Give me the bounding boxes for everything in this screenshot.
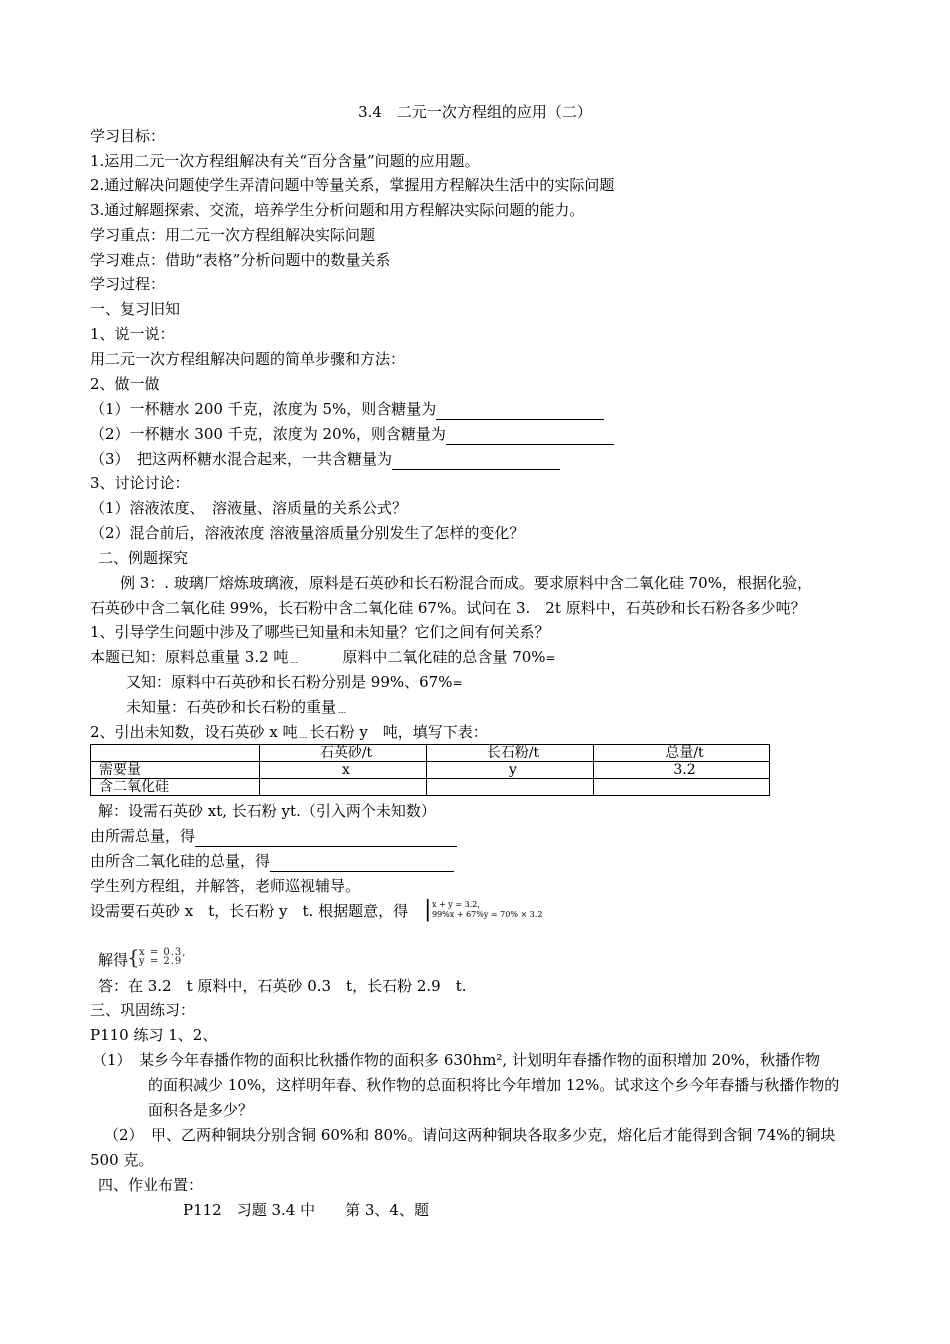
table-header-row <box>91 745 770 762</box>
students-line: 学生列方程组，并解答，老师巡视辅导。 <box>90 877 361 895</box>
by-silica-line <box>90 850 454 872</box>
homework-heading: 四、作业布置： <box>98 1176 204 1194</box>
answer-blank[interactable] <box>195 830 457 847</box>
table-cell: 含二氧化硅 <box>91 779 260 796</box>
unknown-line <box>126 696 348 718</box>
equation-1: x + y = 3.2, <box>432 900 480 909</box>
analysis-table <box>90 744 770 796</box>
practice-q2-line-2: 500 克。 <box>90 1151 154 1169</box>
table-cell: 需要量 <box>91 762 260 779</box>
process-heading: 学习过程： <box>90 275 166 293</box>
example-heading: 二、例题探究 <box>98 549 189 567</box>
solved-label: 解得 <box>98 951 129 969</box>
solution-intro: 解：设需石英砂 xt, 长石粉 yt.（引入两个未知数） <box>98 802 436 820</box>
guide-2-part-2: 长石粉 y 吨，填写下表： <box>309 723 488 741</box>
table-cell: y <box>427 762 594 779</box>
table-row <box>91 779 770 796</box>
objective-1: 1.运用二元一次方程组解决有关“百分含量”问题的应用题。 <box>90 152 480 170</box>
key-point: 学习重点：用二元一次方程组解决实际问题 <box>90 226 376 244</box>
do-heading: 2、做一做 <box>90 375 160 393</box>
practice-q1-line-2: 的面积减少 10%，这样明年春、秋作物的总面积将比今年增加 12%。试求这个乡今年春播与秋播作物的 <box>148 1076 840 1094</box>
do-item-2-text: （2）一杯糖水 300 千克，浓度为 20%，则含糖量为 <box>90 425 446 443</box>
set-line: 设需要石英砂 x t，长石粉 y t. 根据题意，得 <box>90 902 409 920</box>
table-cell[interactable] <box>427 779 594 796</box>
table-row <box>91 762 770 779</box>
solution-values <box>127 945 187 969</box>
guide-2 <box>90 721 488 743</box>
answer-blank[interactable] <box>392 453 560 470</box>
practice-q2-line-1: （2） 甲、乙两种铜块分别含铜 60%和 80%。请问这两种铜块各取多少克，熔化后才能得到含铜 74%的铜块 <box>104 1126 836 1144</box>
brace-icon: | <box>424 897 432 922</box>
practice-q1-line-3: 面积各是多少？ <box>148 1101 254 1119</box>
unknown-text: 未知量：石英砂和长石粉的重量 <box>126 698 337 716</box>
by-total-line <box>90 825 457 847</box>
table-header-cell: 石英砂/t <box>260 745 427 762</box>
review-heading: 一、复习旧知 <box>90 300 181 318</box>
difficulty: 学习难点：借助“表格”分析问题中的数量关系 <box>90 251 391 269</box>
discuss-item-1: （1）溶液浓度、 溶液量、溶质量的关系公式？ <box>90 499 408 517</box>
say-heading: 1、说一说： <box>90 325 175 343</box>
example-problem-line-2: 石英砂中含二氧化硅 99%，长石粉中含二氧化硅 67%。试问在 3. 2t 原料中，石英砂和长石粉各多少吨？ <box>90 599 806 617</box>
table-header-cell: 总量/t <box>594 745 770 762</box>
practice-heading: 三、巩固练习： <box>90 1001 196 1019</box>
objective-2: 2.通过解决问题使学生弄清问题中等量关系，掌握用方程解决生活中的实际问题 <box>90 176 615 194</box>
form-mark: ﹍ <box>336 701 349 715</box>
answer-blank[interactable] <box>270 855 454 872</box>
also-known-text: 又知：原料中石英砂和长石粉分别是 99%、67% <box>126 673 453 691</box>
do-item-2 <box>90 423 614 445</box>
table-header-cell <box>91 745 260 762</box>
table-cell: 3.2 <box>594 762 770 779</box>
by-silica-text: 由所含二氧化硅的总量，得 <box>90 852 271 870</box>
objectives-heading: 学习目标： <box>90 127 166 145</box>
practice-q1-line-1: （1） 某乡今年春播作物的面积比秋播作物的面积多 630hm², 计划明年春播作物的面积增加 20%，秋播作物 <box>92 1051 820 1069</box>
brace-icon: { <box>127 945 141 969</box>
homework-text: P112 习题 3.4 中 第 3、4、题 <box>183 1201 429 1219</box>
form-mark: ﹍ <box>297 726 310 740</box>
answer-blank[interactable] <box>436 403 604 420</box>
form-mark: = <box>452 676 463 690</box>
do-item-1 <box>90 398 604 420</box>
answer-blank[interactable] <box>446 428 614 445</box>
table-cell: x <box>260 762 427 779</box>
known-silica: 原料中二氧化硅的总含量 70% <box>342 648 546 666</box>
solution-y: y = 2.9 <box>139 956 183 967</box>
do-item-1-text: （1）一杯糖水 200 千克，浓度为 5%，则含糖量为 <box>90 400 437 418</box>
do-item-3 <box>90 448 560 470</box>
do-item-3-text: （3） 把这两杯糖水混合起来，一共含糖量为 <box>90 450 393 468</box>
table-cell[interactable] <box>260 779 427 796</box>
objective-3: 3.通过解题探索、交流，培养学生分析问题和用方程解决实际问题的能力。 <box>90 201 585 219</box>
form-mark: ﹍ <box>288 651 301 665</box>
example-problem-line-1: 例 3：. 玻璃厂熔炼玻璃液，原料是石英砂和长石粉混合而成。要求原料中含二氧化硅 70%，根据化验， <box>120 574 812 592</box>
page-title: 3.4 二元一次方程组的应用（二） <box>358 103 592 121</box>
table-header-cell: 长石粉/t <box>427 745 594 762</box>
solution-x: x = 0.3, <box>139 947 187 958</box>
known-line <box>90 646 556 668</box>
form-mark: = <box>545 651 556 665</box>
answer-line: 答：在 3.2 t 原料中，石英砂 0.3 t，长石粉 2.9 t. <box>98 977 467 995</box>
equation-system <box>424 897 543 922</box>
guide-1: 1、引导学生问题中涉及了哪些已知量和未知量？它们之间有何关系？ <box>90 623 550 641</box>
say-text: 用二元一次方程组解决问题的简单步骤和方法： <box>90 350 406 368</box>
guide-2-part-1: 2、引出未知数，设石英砂 x 吨 <box>90 723 298 741</box>
discuss-item-2: （2）混合前后，溶液浓度 溶液量溶质量分别发生了怎样的变化？ <box>90 524 525 542</box>
table-cell[interactable] <box>594 779 770 796</box>
equation-2: 99%x + 67%y = 70% × 3.2 <box>432 910 543 919</box>
discuss-heading: 3、讨论讨论： <box>90 474 190 492</box>
by-total-text: 由所需总量，得 <box>90 827 196 845</box>
known-total: 本题已知：原料总重量 3.2 吨 <box>90 648 289 666</box>
practice-ref: P110 练习 1、2、 <box>90 1026 218 1044</box>
also-known <box>126 671 463 693</box>
